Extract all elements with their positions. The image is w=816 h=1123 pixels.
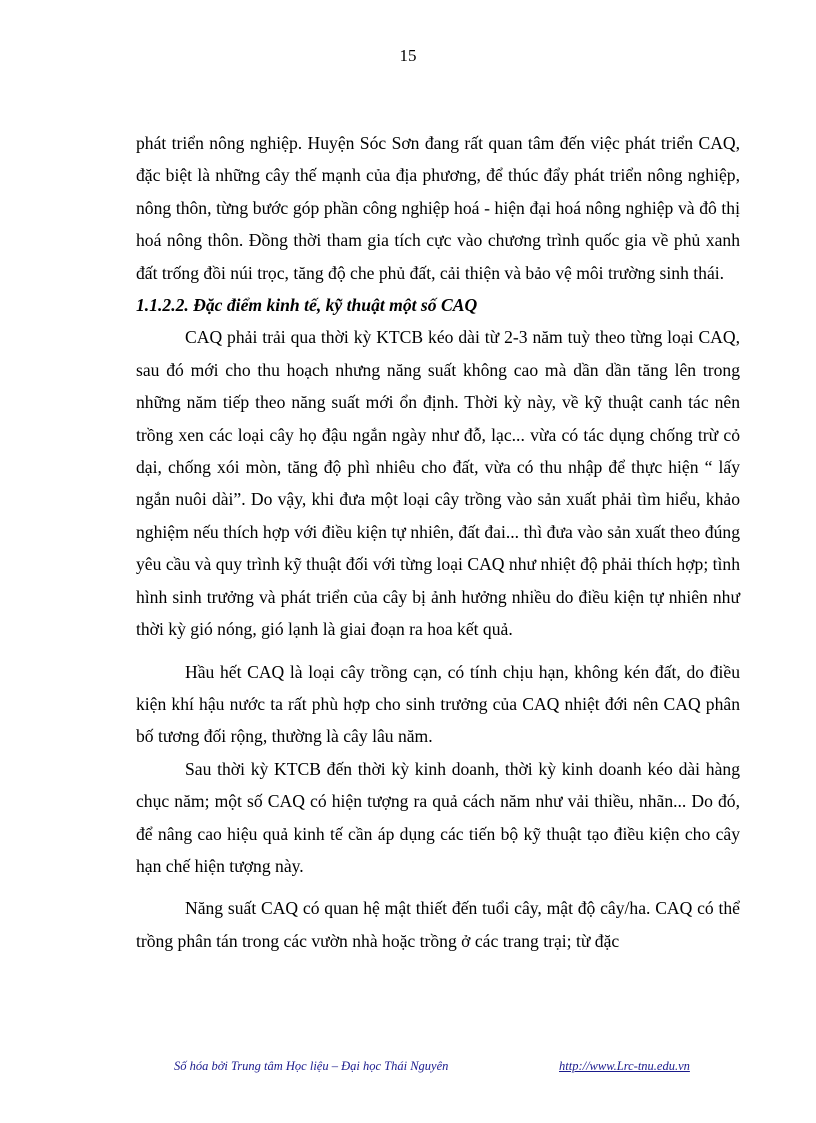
paragraph: CAQ phải trải qua thời kỳ KTCB kéo dài từ 2-3 năm tuỳ theo từng loại CAQ, sau đó mới cho thu hoạch nhưng năng suất không cao mà dần dần tăng lên trong những năm tiếp theo năng suất mới ổn định. Thời kỳ này, về kỹ thuật canh tác nên trồng xen các loại cây họ đậu ngắn ngày như đỗ, lạc... vừa có tác dụng chống trừ cỏ dại, chống xói mòn, tăng độ phì nhiêu cho đất, vừa có thu nhập để thực hiện “ lấy ngắn nuôi dài”. Do vậy, khi đưa một loại cây trồng vào sản xuất phải tìm hiểu, khảo nghiệm nếu thích hợp với điều kiện tự nhiên, đất đai... thì đưa vào sản xuất theo đúng yêu cầu và quy trình kỹ thuật đối với từng loại CAQ như nhiệt độ phải thích hợp; tình hình sinh trưởng và phát triển của cây bị ảnh hưởng nhiều do điều kiện tự nhiên như thời kỳ gió nóng, gió lạnh là giai đoạn ra hoa kết quả. (136, 327, 740, 640)
section-heading: 1.1.2.2. Đặc điểm kinh tế, kỹ thuật một số CAQ (136, 295, 478, 316)
footer-digitized-by: Số hóa bởi Trung tâm Học liệu – Đại học Thái Nguyên (174, 1059, 449, 1073)
footer-link[interactable]: http://www.Lrc-tnu.edu.vn (559, 1059, 690, 1073)
paragraph: Năng suất CAQ có quan hệ mật thiết đến tuổi cây, mật độ cây/ha. CAQ có thể trồng phân tán trong các vườn nhà hoặc trồng ở các trang trại; từ đặc (136, 898, 740, 951)
paragraph: Hầu hết CAQ là loại cây trồng cạn, có tính chịu hạn, không kén đất, do điều kiện khí hậu nước ta rất phù hợp cho sinh trưởng của CAQ nhiệt đới nên CAQ phân bố tương đối rộng, thường là cây lâu năm. (136, 661, 740, 747)
paragraph-continuation: phát triển nông nghiệp. Huyện Sóc Sơn đang rất quan tâm đến việc phát triển CAQ, đặc biệt là những cây thế mạnh của địa phương, để thúc đẩy phát triển nông nghiệp, nông thôn, từng bước góp phần công nghiệp hoá - hiện đại hoá nông nghiệp và đô thị hoá nông thôn. Đồng thời tham gia tích cực vào chương trình quốc gia về phủ xanh đất trống đồi núi trọc, tăng độ che phủ đất, cải thiện và bảo vệ môi trường sinh thái. (136, 133, 740, 283)
page-number: 15 (399, 46, 417, 65)
document-body (136, 127, 740, 957)
paragraph: Sau thời kỳ KTCB đến thời kỳ kinh doanh, thời kỳ kinh doanh kéo dài hàng chục năm; một số CAQ có hiện tượng ra quả cách năm như vải thiều, nhãn... Do đó, để nâng cao hiệu quả kinh tế cần áp dụng các tiến bộ kỹ thuật tạo điều kiện cho cây hạn chế hiện tượng này. (136, 758, 740, 876)
